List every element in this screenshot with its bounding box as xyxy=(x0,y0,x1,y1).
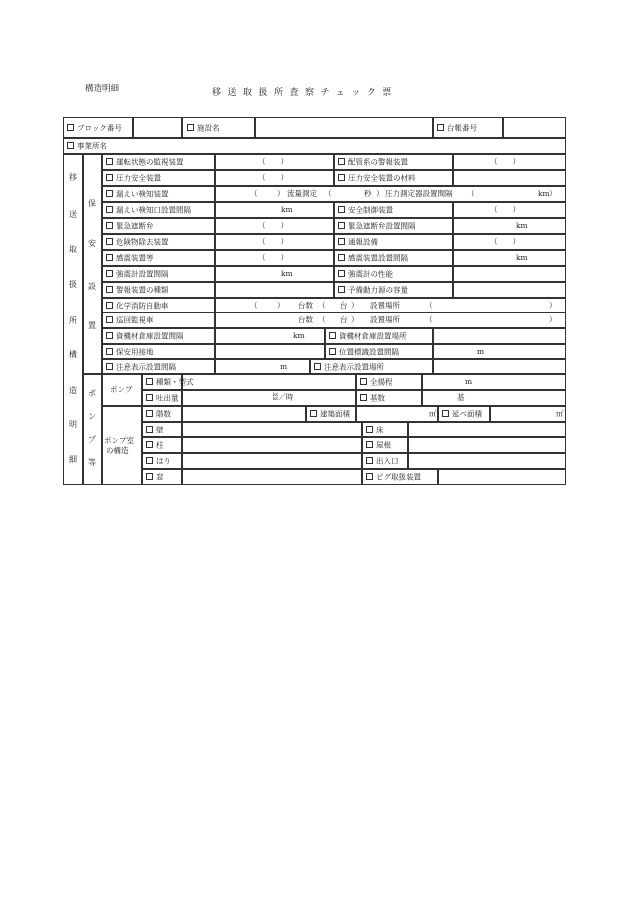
list-item xyxy=(338,238,378,246)
office-name-cell[interactable] xyxy=(63,138,566,154)
item-label: 床 xyxy=(376,425,384,435)
m-unit: m xyxy=(465,377,473,386)
hoan-char: 安 xyxy=(88,239,96,248)
checkbox[interactable] xyxy=(338,222,345,229)
checkbox[interactable] xyxy=(442,410,449,417)
table-cell[interactable] xyxy=(356,406,438,422)
list-item xyxy=(310,410,350,418)
office-name-field xyxy=(67,142,107,150)
ledger-no-field xyxy=(437,124,477,132)
list-item xyxy=(146,378,194,386)
checkbox[interactable] xyxy=(67,142,74,149)
checkbox[interactable] xyxy=(106,254,113,261)
checkbox[interactable] xyxy=(366,457,373,464)
facility-name-label: 施設名 xyxy=(197,123,220,133)
list-item xyxy=(106,363,176,371)
item-label: 安全制御装置 xyxy=(348,205,393,215)
item-label: 強震計の性能 xyxy=(348,269,393,279)
paren-open: （ xyxy=(425,315,433,324)
list-item xyxy=(106,158,184,166)
checkbox[interactable] xyxy=(338,254,345,261)
list-item xyxy=(366,457,399,465)
list-item xyxy=(360,394,385,402)
item-label: 漏えい検知装置 xyxy=(116,189,169,199)
side-char: 細 xyxy=(69,455,77,464)
count-units-label: 台数 xyxy=(298,301,313,310)
office-name-label: 事業所名 xyxy=(77,141,107,151)
page-label: 構造明細 xyxy=(85,84,120,94)
list-item xyxy=(146,394,179,402)
checkbox[interactable] xyxy=(106,222,113,229)
paren-value: （ ） xyxy=(490,205,520,214)
list-item xyxy=(146,473,164,481)
item-label: 種類・型式 xyxy=(156,377,194,387)
table-cell[interactable] xyxy=(182,406,306,422)
hoan-group-cell xyxy=(83,154,102,374)
checkbox[interactable] xyxy=(106,302,113,309)
list-item xyxy=(314,363,384,371)
checkbox[interactable] xyxy=(146,378,153,385)
checkbox[interactable] xyxy=(106,190,113,197)
m-unit: m xyxy=(280,362,288,371)
sec-unit: 秒 xyxy=(364,189,372,198)
checkbox[interactable] xyxy=(106,286,113,293)
checkbox[interactable] xyxy=(106,174,113,181)
table-cell[interactable] xyxy=(453,282,566,298)
table-cell[interactable] xyxy=(433,344,566,359)
checkbox[interactable] xyxy=(360,394,367,401)
table-cell[interactable] xyxy=(408,422,566,437)
item-label: ピグ取扱装置 xyxy=(376,472,421,482)
item-label: 吐出量 xyxy=(156,393,179,403)
list-item xyxy=(366,473,421,481)
paren-value: （ ） xyxy=(258,237,288,246)
side-char: 取 xyxy=(69,245,77,254)
units-label: 基 xyxy=(457,393,465,402)
list-item xyxy=(338,222,416,230)
list-item xyxy=(106,302,169,310)
pump-char: ン xyxy=(88,412,96,421)
table-cell[interactable] xyxy=(182,374,356,390)
list-item xyxy=(329,348,399,356)
table-cell[interactable] xyxy=(215,344,325,359)
count-units-label: 台数 xyxy=(298,315,313,324)
km-unit: km xyxy=(281,269,293,278)
checkbox[interactable] xyxy=(338,238,345,245)
pump-char: ポ xyxy=(88,389,96,398)
item-label: 全揚程 xyxy=(370,377,393,387)
item-label: 階数 xyxy=(156,409,171,419)
list-item xyxy=(106,348,154,356)
paren-value: （ ） xyxy=(258,253,288,262)
sqm-unit: ㎡ xyxy=(429,409,437,418)
discharge-unit xyxy=(273,393,293,402)
checkbox[interactable] xyxy=(329,348,336,355)
paren-open: （ xyxy=(250,301,258,310)
item-label: 基数 xyxy=(370,393,385,403)
hoan-char: 保 xyxy=(88,199,96,208)
item-label: 出入口 xyxy=(376,456,399,466)
list-item xyxy=(146,457,171,465)
side-char: 造 xyxy=(69,386,77,395)
list-item xyxy=(338,206,393,214)
checkbox[interactable] xyxy=(338,174,345,181)
paren-close: ） xyxy=(277,301,285,310)
table-cell[interactable] xyxy=(438,469,566,485)
paren-close: ） xyxy=(351,301,359,310)
table-cell[interactable] xyxy=(215,359,310,374)
paren-open: （ xyxy=(324,189,332,198)
item-label: 位置標識設置間隔 xyxy=(339,347,399,357)
table-cell[interactable] xyxy=(453,170,566,186)
paren-open: （ xyxy=(318,315,326,324)
table-cell[interactable] xyxy=(215,266,334,282)
checkbox[interactable] xyxy=(106,348,113,355)
item-label: 漏えい検知口設置間隔 xyxy=(116,205,191,215)
paren-close: ） xyxy=(549,301,557,310)
item-label: 資機材倉庫設置間隔 xyxy=(116,331,184,341)
side-char: 明 xyxy=(69,420,77,429)
checkbox[interactable] xyxy=(67,124,74,131)
item-label: 感震装置等 xyxy=(116,253,154,263)
discharge-unit-top: kℓ xyxy=(273,392,279,398)
paren-open: （ xyxy=(425,301,433,310)
table-cell[interactable] xyxy=(422,390,566,406)
form-title: 移送取扱所査察チェック票 xyxy=(212,88,398,98)
list-item xyxy=(442,410,482,418)
checkbox[interactable] xyxy=(338,286,345,293)
list-item xyxy=(106,254,154,262)
item-label: 保安用接地 xyxy=(116,347,154,357)
km-unit: km xyxy=(538,189,550,198)
hoan-char: 置 xyxy=(88,321,96,330)
checkbox[interactable] xyxy=(329,332,336,339)
m-unit: m xyxy=(477,347,485,356)
checkbox[interactable] xyxy=(106,363,113,370)
paren-close: ） xyxy=(277,189,285,198)
checkbox[interactable] xyxy=(146,394,153,401)
item-label: 資機材倉庫設置場所 xyxy=(339,331,407,341)
km-unit: km xyxy=(516,221,528,230)
item-label: 巡回監視車 xyxy=(116,315,154,325)
checkbox[interactable] xyxy=(106,238,113,245)
facility-name-value-cell[interactable] xyxy=(255,117,433,138)
item-label: 危険物除去装置 xyxy=(116,237,169,247)
list-item xyxy=(106,332,184,340)
checkbox[interactable] xyxy=(310,410,317,417)
pump-room-label: の構造 xyxy=(106,446,129,455)
list-item xyxy=(329,332,407,340)
checkbox[interactable] xyxy=(360,378,367,385)
list-item xyxy=(146,426,164,434)
checkbox[interactable] xyxy=(146,441,153,448)
checkbox[interactable] xyxy=(366,473,373,480)
table-cell[interactable] xyxy=(408,453,566,469)
table-cell[interactable] xyxy=(433,359,566,374)
item-label: はり xyxy=(156,456,171,466)
item-label: 化学消防自動車 xyxy=(116,301,169,311)
list-item xyxy=(146,410,171,418)
checkbox[interactable] xyxy=(146,473,153,480)
pump-char: プ xyxy=(88,435,96,444)
checkbox[interactable] xyxy=(146,410,153,417)
list-item xyxy=(106,174,161,182)
item-label: 感震装置設置間隔 xyxy=(348,253,408,263)
pressure-interval-label: 圧力測定器設置間隔 xyxy=(385,189,453,198)
ledger-no-value-cell[interactable] xyxy=(503,117,566,138)
list-item xyxy=(106,286,169,294)
location-label: 設置場所 xyxy=(370,315,400,324)
paren-open: （ xyxy=(467,189,475,198)
paren-open: （ xyxy=(250,189,258,198)
discharge-unit-mid: kℓ xyxy=(273,396,279,403)
km-unit: km xyxy=(516,253,528,262)
side-char: 構 xyxy=(69,350,77,359)
list-item xyxy=(106,190,169,198)
table-cell[interactable] xyxy=(453,250,566,266)
table-cell[interactable] xyxy=(215,282,334,298)
checkbox[interactable] xyxy=(366,441,373,448)
table-cell[interactable] xyxy=(182,390,356,406)
checkbox[interactable] xyxy=(106,206,113,213)
units-label: 台 xyxy=(340,301,348,310)
pump-label: ポンプ xyxy=(110,385,133,394)
item-label: 窓 xyxy=(156,472,164,482)
item-label: 警報装置の種類 xyxy=(116,285,169,295)
item-label: 予備動力源の容量 xyxy=(348,285,408,295)
item-label: 屋根 xyxy=(376,440,391,450)
checkbox[interactable] xyxy=(106,332,113,339)
sqm-unit: ㎡ xyxy=(556,409,564,418)
item-label: 通報設備 xyxy=(348,237,378,247)
table-cell[interactable] xyxy=(453,266,566,282)
checkbox[interactable] xyxy=(366,426,373,433)
paren-close: ） xyxy=(549,189,557,198)
table-cell[interactable] xyxy=(182,453,362,469)
hoan-char: 設 xyxy=(88,282,96,291)
table-cell[interactable] xyxy=(408,437,566,453)
paren-open: （ xyxy=(318,301,326,310)
item-label: 注意表示設置場所 xyxy=(324,362,384,372)
list-item xyxy=(360,378,393,386)
paren-value: （ ） xyxy=(258,157,288,166)
paren-value: （ ） xyxy=(490,157,520,166)
item-label: 壁 xyxy=(156,425,164,435)
checkbox[interactable] xyxy=(106,316,113,323)
table-cell[interactable] xyxy=(422,374,566,390)
units-label: 台 xyxy=(340,315,348,324)
block-no-field xyxy=(67,124,122,132)
list-item xyxy=(338,254,408,262)
list-item xyxy=(366,441,391,449)
list-item xyxy=(338,286,408,294)
paren-close: ） xyxy=(549,315,557,324)
checkbox[interactable] xyxy=(187,124,194,131)
checkbox[interactable] xyxy=(338,270,345,277)
list-item xyxy=(106,316,154,324)
table-cell[interactable] xyxy=(182,422,362,437)
table-cell[interactable] xyxy=(215,202,334,218)
item-label: 緊急遮断弁 xyxy=(116,221,154,231)
location-label: 設置場所 xyxy=(370,301,400,310)
table-cell[interactable] xyxy=(182,469,362,485)
paren-value: （ ） xyxy=(490,237,520,246)
item-label: 強震計設置間隔 xyxy=(116,269,169,279)
table-cell[interactable] xyxy=(433,328,566,344)
table-cell[interactable] xyxy=(215,328,325,344)
side-char: 送 xyxy=(69,210,77,219)
paren-value: （ ） xyxy=(258,173,288,182)
item-label: 運転状態の監視装置 xyxy=(116,157,184,167)
checkbox[interactable] xyxy=(314,363,321,370)
table-cell[interactable] xyxy=(490,406,566,422)
list-item xyxy=(338,174,416,182)
list-item xyxy=(338,270,393,278)
item-label: 配管系の警報装置 xyxy=(348,157,408,167)
table-cell[interactable] xyxy=(182,437,362,453)
list-item xyxy=(366,426,384,434)
list-item xyxy=(146,441,164,449)
side-char: 所 xyxy=(69,316,77,325)
discharge-unit-label: ／時 xyxy=(278,392,294,402)
km-unit: km xyxy=(293,331,305,340)
side-char: 扱 xyxy=(69,280,77,289)
pump-room-label: ポンプ室 xyxy=(104,436,134,445)
block-no-label: ブロック番号 xyxy=(77,123,122,133)
checkbox[interactable] xyxy=(106,270,113,277)
item-label: 圧力安全装置の材料 xyxy=(348,173,416,183)
side-char: 移 xyxy=(69,173,77,182)
list-item xyxy=(106,238,169,246)
checkbox[interactable] xyxy=(146,426,153,433)
checkbox[interactable] xyxy=(106,158,113,165)
facility-name-field xyxy=(187,124,220,132)
item-label: 延べ面積 xyxy=(452,409,482,419)
paren-close: ） xyxy=(376,189,384,198)
item-label: 注意表示設置間隔 xyxy=(116,362,176,372)
item-label: 緊急遮断弁設置間隔 xyxy=(348,221,416,231)
paren-close: ） xyxy=(351,315,359,324)
list-item xyxy=(106,222,154,230)
km-unit: km xyxy=(281,205,293,214)
list-item xyxy=(338,158,408,166)
checkbox[interactable] xyxy=(437,124,444,131)
item-label: 圧力安全装置 xyxy=(116,173,161,183)
ledger-no-label: 台帳番号 xyxy=(447,123,477,133)
flow-measure-label: 流量測定 xyxy=(287,189,317,198)
pump-char: 等 xyxy=(88,458,96,467)
checkbox[interactable] xyxy=(338,158,345,165)
list-item xyxy=(106,270,169,278)
list-item xyxy=(106,206,191,214)
item-label: 建築面積 xyxy=(320,409,350,419)
checkbox[interactable] xyxy=(338,206,345,213)
table-cell[interactable] xyxy=(453,218,566,234)
item-label: 柱 xyxy=(156,440,164,450)
block-no-value-cell[interactable] xyxy=(133,117,182,138)
paren-value: （ ） xyxy=(258,221,288,230)
checkbox[interactable] xyxy=(146,457,153,464)
